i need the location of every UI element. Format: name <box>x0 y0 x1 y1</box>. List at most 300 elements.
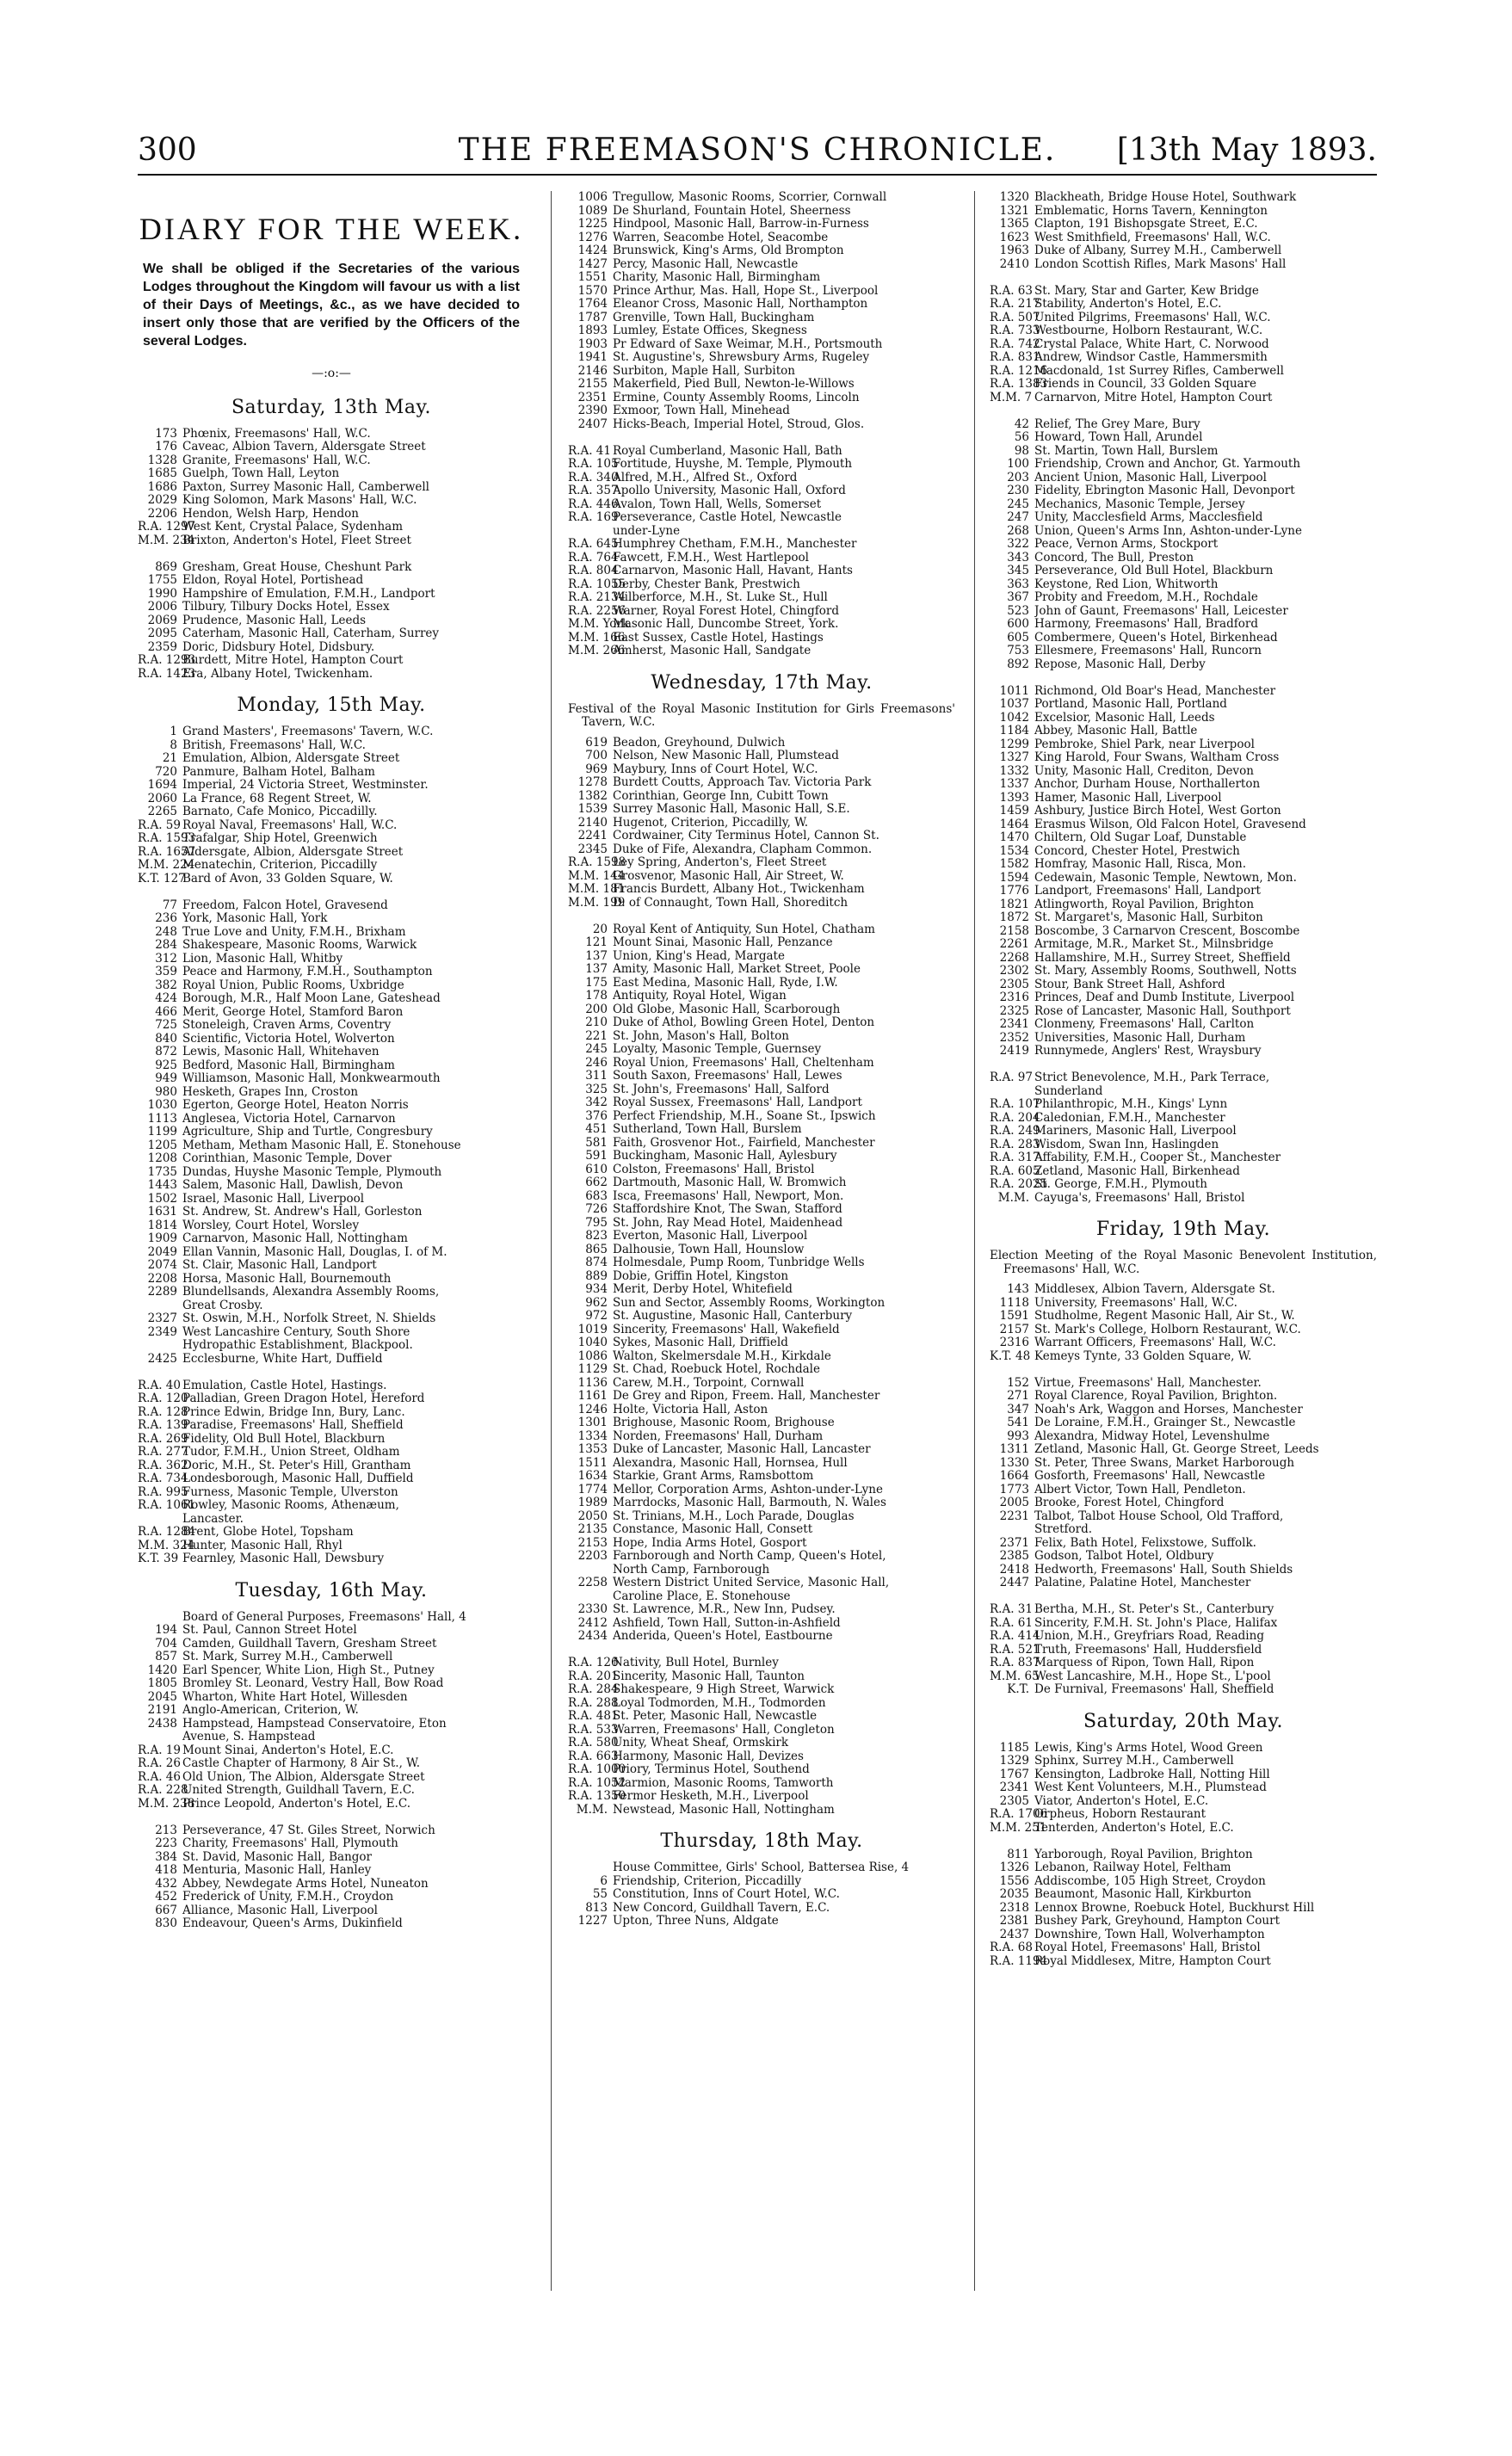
lodge-number: 2418 <box>999 1563 1029 1577</box>
lodge-details: Beaumont, Masonic Hall, Kirkburton <box>1034 1888 1252 1901</box>
lodge-entry <box>990 591 1377 605</box>
lodge-list <box>568 737 955 1817</box>
lodge-details: Warner, Royal Forest Hotel, Chingford <box>613 604 839 618</box>
lodge-entry <box>568 458 955 472</box>
lodge-entry <box>568 1336 955 1350</box>
lodge-details: Dobie, Griffin Hotel, Kingston <box>613 1269 789 1283</box>
lodge-details: Princes, Deaf and Dumb Institute, Liverpool <box>1034 991 1295 1004</box>
lodge-number: 1321 <box>999 204 1029 218</box>
lodge-number: 6 <box>600 1874 608 1888</box>
lodge-entry <box>990 1390 1377 1404</box>
lodge-details: St. David, Masonic Hall, Bangor <box>182 1850 373 1864</box>
lodge-details: Palladian, Green Dragon Hotel, Hereford <box>182 1392 425 1405</box>
lodge-entry <box>990 685 1377 699</box>
lodge-details: Royal Middlesex, Mitre, Hampton Court <box>1034 1954 1271 1968</box>
lodge-entry <box>568 1710 955 1724</box>
lodge-number: 2203 <box>577 1550 608 1563</box>
lodge-number: 874 <box>585 1256 608 1269</box>
lodge-entry <box>990 351 1377 365</box>
lodge-entry <box>138 1757 525 1771</box>
lodge-number: 121 <box>585 936 608 949</box>
lodge-number: 2316 <box>999 991 1029 1004</box>
lodge-number: R.A. 288 <box>568 1696 619 1710</box>
lodge-details: St. John, Ray Mead Hotel, Maidenhead <box>613 1216 843 1230</box>
lodge-number: 667 <box>155 1904 177 1917</box>
lodge-number: 322 <box>1007 538 1029 551</box>
lodge-entry <box>990 1577 1377 1590</box>
lodge-entry <box>138 1312 525 1326</box>
lodge-details: Merit, Derby Hotel, Whitefield <box>613 1283 793 1296</box>
lodge-number: M.M. 234 <box>138 534 195 547</box>
lodge-entry <box>138 441 525 454</box>
lodge-details: Albert Victor, Town Hall, Pendleton. <box>1034 1483 1246 1496</box>
lodge-details: Alliance, Masonic Hall, Liverpool <box>182 1904 378 1917</box>
lodge-entry <box>138 1691 525 1705</box>
lodge-details: Royal Sussex, Freemasons' Hall, Landport <box>613 1096 862 1109</box>
lodge-details: under-Lyne <box>613 524 681 538</box>
lodge-number: 2325 <box>999 1004 1029 1018</box>
lodge-entry <box>138 1072 525 1086</box>
lodge-number: M.M. 224 <box>138 859 195 872</box>
lodge-number: R.A. 1293 <box>138 654 196 667</box>
lodge-entry <box>990 1045 1377 1058</box>
lodge-details: Makerfield, Pied Bull, Newton-le-Willows <box>613 378 855 391</box>
lodge-entry <box>990 1523 1377 1537</box>
lodge-number: 2390 <box>577 404 608 417</box>
lodge-entry <box>568 1110 955 1124</box>
lodge-number: 55 <box>592 1888 608 1901</box>
lodge-number: 2049 <box>147 1245 177 1259</box>
lodge-entry <box>138 1326 525 1340</box>
lodge-entry <box>568 591 955 605</box>
lodge-details: Hydropathic Establishment, Blackpool. <box>182 1339 413 1352</box>
lodge-details: Era, Albany Hotel, Twickenham. <box>182 667 373 681</box>
lodge-details: Lion, Masonic Hall, Whitby <box>182 952 343 966</box>
lodge-number: R.A. 283 <box>990 1138 1040 1151</box>
lodge-number: R.A. 605 <box>990 1164 1040 1178</box>
lodge-number: 210 <box>585 1016 608 1029</box>
lodge-details: Duke of Athol, Bowling Green Hotel, Denton <box>613 1016 875 1029</box>
lodge-entry <box>138 1406 525 1420</box>
lodge-entry <box>990 1404 1377 1417</box>
lodge-details: Duke of Albany, Surrey M.H., Camberwell <box>1034 244 1282 257</box>
lodge-entry <box>568 1537 955 1551</box>
lodge-number: R.A. 41 <box>568 444 611 458</box>
lodge-number: R.A. 46 <box>138 1770 181 1784</box>
lodge-entry <box>138 534 525 548</box>
lodge-entry <box>568 605 955 619</box>
lodge-details: Union, King's Head, Margate <box>613 949 785 963</box>
lodge-details: Perseverance, Old Bull Hotel, Blackburn <box>1034 565 1274 577</box>
lodge-entry <box>990 231 1377 245</box>
lodge-details: Macdonald, 1st Surrey Rifles, Camberwell <box>1034 364 1284 378</box>
lodge-entry <box>568 338 955 352</box>
lodge-number: 236 <box>155 912 177 925</box>
lodge-number: M.M. 65 <box>990 1669 1040 1683</box>
lodge-details: Middlesex, Albion Tavern, Aldersgate St. <box>1034 1283 1275 1296</box>
lodge-details: Bertha, M.H., St. Peter's St., Canterbury <box>1034 1603 1274 1616</box>
lodge-number: R.A. 2134 <box>568 591 626 604</box>
lodge-details: Sincerity, F.M.H. St. John's Place, Halifax <box>1034 1616 1278 1630</box>
lodge-entry <box>990 205 1377 219</box>
lodge-entry <box>990 1564 1377 1577</box>
lodge-details: Paradise, Freemasons' Hall, Sheffield <box>182 1419 404 1432</box>
lodge-details: Peace, Vernon Arms, Stockport <box>1034 538 1219 551</box>
lodge-number: 1 <box>170 725 177 738</box>
lodge-entry <box>138 454 525 468</box>
lodge-number: 2289 <box>147 1286 177 1299</box>
lodge-number: R.A. 31 <box>990 1603 1033 1616</box>
lodge-entry <box>990 578 1377 592</box>
lodge-entry <box>138 601 525 614</box>
lodge-entry <box>138 1552 525 1566</box>
lodge-entry <box>568 1043 955 1057</box>
lodge-details: D. of Connaught, Town Hall, Shoreditch <box>613 896 849 910</box>
lodge-entry <box>990 1795 1377 1809</box>
lodge-number: 2438 <box>147 1717 177 1731</box>
lodge-entry <box>568 883 955 897</box>
lodge-entry <box>990 324 1377 338</box>
lodge-details: Amity, Masonic Hall, Market Street, Poole <box>613 963 861 976</box>
lodge-details: Menatechin, Criterion, Piccadilly <box>182 859 378 872</box>
lodge-details: Stretford. <box>1034 1523 1093 1536</box>
lodge-number: 1225 <box>577 218 608 231</box>
lodge-details: Aldersgate, Albion, Aldersgate Street <box>182 845 404 859</box>
lodge-details: Hampstead, Hampstead Conservatoire, Eton <box>182 1717 447 1731</box>
lodge-details: Universities, Masonic Hall, Durham <box>1034 1031 1246 1045</box>
lodge-number: 2268 <box>999 951 1029 965</box>
lodge-entry <box>990 1781 1377 1795</box>
lodge-details: St. Andrew, St. Andrew's Hall, Gorleston <box>182 1206 423 1219</box>
lodge-number: 1301 <box>577 1416 608 1429</box>
lodge-entry <box>568 843 955 857</box>
lodge-entry <box>568 1496 955 1510</box>
lodge-details: Fearnley, Masonic Hall, Dewsbury <box>182 1552 385 1565</box>
lodge-entry <box>990 858 1377 872</box>
lodge-details: Priory, Terminus Hotel, Southend <box>613 1763 810 1776</box>
lodge-entry <box>990 191 1377 205</box>
lodge-number: 175 <box>585 976 608 990</box>
lodge-entry <box>568 897 955 910</box>
lodge-number: 343 <box>1007 551 1029 565</box>
lodge-details: Union, M.H., Greyfriars Road, Reading <box>1034 1630 1264 1643</box>
lodge-details: Yarborough, Royal Pavilion, Brighton <box>1034 1848 1253 1861</box>
lodge-number: 143 <box>1007 1283 1029 1296</box>
lodge-entry <box>138 1433 525 1447</box>
lodge-entry <box>990 965 1377 978</box>
lodge-number: 1893 <box>577 324 608 337</box>
lodge-entry <box>990 1350 1377 1364</box>
lodge-details: Holte, Victoria Hall, Aston <box>613 1403 768 1416</box>
lodge-entry <box>990 645 1377 658</box>
lodge-entry <box>568 618 955 632</box>
lodge-entry <box>138 1917 525 1931</box>
lodge-details: Emulation, Albion, Aldersgate Street <box>182 752 400 765</box>
lodge-details: Beadon, Greyhound, Dulwich <box>613 736 786 750</box>
lodge-number: 2327 <box>147 1312 177 1325</box>
lodge-entry <box>990 1875 1377 1889</box>
lodge-details: Hicks-Beach, Imperial Hotel, Stroud, Glos. <box>613 417 865 431</box>
lodge-details: Endeavour, Queen's Arms, Dukinfield <box>182 1917 403 1930</box>
lodge-number: R.A. 105 <box>568 458 619 471</box>
lodge-details: Royal Cumberland, Masonic Hall, Bath <box>613 444 842 458</box>
lodge-details: Anderida, Queen's Hotel, Eastbourne <box>613 1630 833 1643</box>
lodge-number: 176 <box>155 441 177 454</box>
lodge-entry <box>568 645 955 658</box>
lodge-number: M.M. York <box>568 618 630 631</box>
lodge-details: St. Peter, Masonic Hall, Newcastle <box>613 1710 818 1723</box>
lodge-entry <box>138 1864 525 1878</box>
lodge-entry <box>568 1377 955 1391</box>
lodge-number: 1773 <box>999 1483 1029 1496</box>
lodge-details: Concord, Chester Hotel, Prestwich <box>1034 844 1240 858</box>
lodge-entry <box>990 911 1377 925</box>
lodge-number: 284 <box>155 939 177 952</box>
lodge-number: 1328 <box>147 454 177 467</box>
lodge-details: Carnarvon, Mitre Hotel, Hampton Court <box>1034 391 1273 404</box>
lodge-entry <box>568 1577 955 1590</box>
lodge-details: Abbey, Masonic Hall, Battle <box>1034 725 1198 737</box>
lodge-details: St. Augustine's, Shrewsbury Arms, Rugeley <box>613 351 870 364</box>
lodge-number: R.A. 1194 <box>990 1954 1048 1968</box>
lodge-entry <box>990 525 1377 539</box>
lodge-number: 1764 <box>577 298 608 311</box>
lodge-number: 137 <box>585 963 608 976</box>
lodge-number: R.A. 63 <box>990 284 1033 298</box>
lodge-details: Hendon, Welsh Harp, Hendon <box>182 507 359 521</box>
lodge-entry <box>138 1113 525 1126</box>
lodge-details: Landport, Freemasons' Hall, Landport <box>1034 885 1261 898</box>
lodge-entry <box>990 431 1377 445</box>
lodge-entry <box>138 779 525 793</box>
lodge-details: Hesketh, Grapes Inn, Croston <box>182 1085 359 1099</box>
lodge-entry <box>138 1126 525 1139</box>
lodge-details: Tilbury, Tilbury Docks Hotel, Essex <box>182 601 390 614</box>
lodge-number: 1511 <box>577 1456 608 1470</box>
lodge-entry <box>138 1904 525 1918</box>
lodge-entry <box>568 1243 955 1257</box>
lodge-number: 889 <box>585 1269 608 1283</box>
lodge-entry <box>568 1256 955 1270</box>
lodge-number: R.A. 1657 <box>138 845 196 859</box>
lodge-number: R.A. 317 <box>990 1151 1040 1164</box>
lodge-entry <box>568 923 955 937</box>
lodge-details: Agriculture, Ship and Turtle, Congresbury <box>182 1126 433 1139</box>
lodge-number: 962 <box>585 1296 608 1310</box>
lodge-number: M.M. <box>997 1191 1029 1205</box>
lodge-entry <box>990 1005 1377 1019</box>
lodge-number: 246 <box>585 1056 608 1070</box>
lodge-details: Ley Spring, Anderton's, Fleet Street <box>613 856 827 869</box>
lodge-number: 1089 <box>577 204 608 218</box>
lodge-number: M.M. 181 <box>568 883 626 896</box>
lodge-number: 1591 <box>999 1310 1029 1323</box>
lodge-entry <box>990 1018 1377 1032</box>
lodge-number: 700 <box>585 750 608 762</box>
lodge-entry <box>990 618 1377 632</box>
lodge-number: 1539 <box>577 803 608 816</box>
lodge-entry <box>568 936 955 950</box>
lodge-number: 203 <box>1007 471 1029 484</box>
lodge-number: 1989 <box>577 1496 608 1509</box>
lodge-number: 245 <box>585 1043 608 1056</box>
lodge-number: 1909 <box>147 1232 177 1245</box>
lodge-number: R.A. 1216 <box>990 364 1048 378</box>
lodge-number: 1551 <box>577 271 608 284</box>
lodge-details: St. Clair, Masonic Hall, Landport <box>182 1259 377 1272</box>
lodge-list <box>568 191 955 658</box>
lodge-details: Anglesea, Victoria Hotel, Carnarvon <box>182 1112 396 1126</box>
lodge-entry <box>138 1219 525 1233</box>
lodge-entry <box>568 1683 955 1697</box>
lodge-entry <box>138 1624 525 1638</box>
lodge-number: 221 <box>585 1029 608 1043</box>
lodge-number: R.A. 228 <box>138 1784 188 1797</box>
lodge-details: Great Crosby. <box>182 1299 263 1312</box>
lodge-details: Prince Edwin, Bridge Inn, Bury, Lanc. <box>182 1405 405 1419</box>
lodge-entry <box>568 552 955 565</box>
lodge-entry <box>568 1297 955 1311</box>
entry-gap <box>138 1366 525 1379</box>
lodge-entry <box>990 991 1377 1005</box>
lodge-details: Concord, The Bull, Preston <box>1034 551 1194 565</box>
lodge-details: Derby, Chester Bank, Prestwich <box>613 577 800 591</box>
lodge-number: 363 <box>1007 577 1029 591</box>
lodge-entry <box>138 1206 525 1219</box>
lodge-number: M.M. 144 <box>568 869 626 883</box>
lodge-details: St. Martin, Town Hall, Burslem <box>1034 444 1219 458</box>
lodge-entry <box>568 763 955 777</box>
lodge-entry <box>138 926 525 940</box>
lodge-details: Unity, Wheat Sheaf, Ormskirk <box>613 1737 789 1749</box>
lodge-number: 2231 <box>999 1509 1029 1523</box>
lodge-number: 1735 <box>147 1165 177 1179</box>
lodge-entry <box>138 1099 525 1113</box>
lodge-entry <box>568 498 955 512</box>
lodge-details: St. Paul, Cannon Street Hotel <box>182 1624 357 1637</box>
lodge-details: Unity, Macclesfield Arms, Macclesfield <box>1034 511 1263 524</box>
lodge-number: K.T. <box>1007 1683 1029 1696</box>
lodge-number: 432 <box>155 1877 177 1891</box>
lodge-entry <box>568 632 955 645</box>
lodge-number: 2371 <box>999 1536 1029 1550</box>
lodge-number: 2341 <box>999 1018 1029 1031</box>
lodge-entry <box>990 1670 1377 1684</box>
lodge-number: R.A. 1706 <box>990 1808 1048 1821</box>
lodge-number: 1040 <box>577 1336 608 1349</box>
lodge-details: West Smithfield, Freemasons' Hall, W.C. <box>1034 231 1271 244</box>
lodge-number: 704 <box>155 1637 177 1651</box>
lodge-number: R.A. 1055 <box>568 577 626 591</box>
lodge-list <box>990 1742 1377 1969</box>
lodge-details: Lewis, King's Arms Hotel, Wood Green <box>1034 1741 1263 1755</box>
lodge-details: Atlingworth, Royal Pavilion, Brighton <box>1034 898 1255 911</box>
lodge-details: Norden, Freemasons' Hall, Durham <box>613 1429 824 1443</box>
lodge-entry <box>990 312 1377 325</box>
lodge-details: Philanthropic, M.H., Kings' Lynn <box>1034 1098 1228 1111</box>
lodge-details: Wisdom, Swan Inn, Haslingden <box>1034 1138 1219 1151</box>
lodge-entry <box>990 1283 1377 1297</box>
lodge-entry <box>990 458 1377 472</box>
lodge-entry <box>138 521 525 534</box>
lodge-number: 1963 <box>999 244 1029 257</box>
lodge-details: House Committee, Girls' School, Battersea Rise, 4 <box>613 1861 910 1874</box>
lodge-details: King Solomon, Mark Masons' Hall, W.C. <box>182 494 417 507</box>
lodge-entry <box>568 1176 955 1190</box>
lodge-number: 813 <box>585 1901 608 1915</box>
lodge-details: Nativity, Bull Hotel, Burnley <box>613 1657 779 1669</box>
lodge-details: Bushey Park, Greyhound, Hampton Court <box>1034 1915 1281 1928</box>
lodge-number: R.A. 126 <box>568 1657 619 1669</box>
lodge-number: 452 <box>155 1891 177 1904</box>
lodge-details: Prince Leopold, Anderton's Hotel, E.C. <box>182 1797 410 1811</box>
lodge-details: Fidelity, Ebrington Masonic Hall, Devonport <box>1034 484 1295 497</box>
lodge-number: 1037 <box>999 698 1029 711</box>
lodge-entry <box>568 990 955 1003</box>
lodge-details: Viator, Anderton's Hotel, E.C. <box>1034 1794 1209 1808</box>
lodge-details: Hallamshire, M.H., Surrey Street, Sheffield <box>1034 951 1291 965</box>
lodge-entry <box>990 378 1377 392</box>
lodge-details: Worsley, Court Hotel, Worsley <box>182 1219 360 1232</box>
lodge-details: Fawcett, F.M.H., West Hartlepool <box>613 551 809 565</box>
lodge-details: St. George, F.M.H., Plymouth <box>1034 1178 1207 1191</box>
lodge-details: Nelson, New Masonic Hall, Plumstead <box>613 750 839 762</box>
lodge-entry <box>990 484 1377 498</box>
lodge-number: 271 <box>1007 1390 1029 1403</box>
lodge-entry <box>990 1742 1377 1756</box>
lodge-entry <box>990 1457 1377 1471</box>
lodge-number: R.A. 68 <box>990 1941 1033 1954</box>
lodge-number: 523 <box>1007 604 1029 618</box>
lodge-details: Armitage, M.R., Market St., Milnsbridge <box>1034 938 1274 951</box>
lodge-details: Union, Queen's Arms Inn, Ashton-under-Lyne <box>1034 524 1302 538</box>
lodge-details: De Loraine, F.M.H., Grainger St., Newcastle <box>1034 1416 1296 1429</box>
lodge-entry <box>568 1283 955 1297</box>
lodge-number: 1459 <box>999 805 1029 818</box>
lodge-details: Orpheus, Hoborn Restaurant <box>1034 1808 1207 1821</box>
lodge-entry <box>138 1019 525 1033</box>
lodge-entry <box>990 712 1377 725</box>
lodge-details: New Concord, Guildhall Tavern, E.C. <box>613 1901 830 1915</box>
lodge-entry <box>990 1071 1377 1085</box>
lodge-entry <box>568 1083 955 1097</box>
lodge-entry <box>990 1125 1377 1139</box>
lodge-details: Dundas, Huyshe Masonic Temple, Plymouth <box>182 1165 442 1179</box>
lodge-number: 21 <box>162 752 177 765</box>
lodge-entry <box>568 817 955 830</box>
entry-gap <box>990 671 1377 685</box>
lodge-details: Board of General Purposes, Freemasons' Hall, 4 <box>182 1610 466 1624</box>
lodge-details: Hope, India Arms Hotel, Gosport <box>613 1536 807 1550</box>
lodge-details: John of Gaunt, Freemasons' Hall, Leicester <box>1034 604 1288 618</box>
lodge-entry <box>990 338 1377 352</box>
lodge-entry <box>138 574 525 588</box>
lodge-number: R.A. 1000 <box>568 1763 626 1776</box>
lodge-details: Howard, Town Hall, Arundel <box>1034 431 1203 444</box>
lodge-entry <box>568 1324 955 1337</box>
lodge-list <box>990 1283 1377 1697</box>
lodge-details: Ancient Union, Masonic Hall, Liverpool <box>1034 471 1267 484</box>
lodge-number: 1755 <box>147 574 177 587</box>
lodge-number: 1941 <box>577 351 608 364</box>
lodge-details: Grosvenor, Masonic Hall, Air Street, W. <box>613 869 844 883</box>
lodge-details: Sunderland <box>1034 1084 1103 1098</box>
lodge-details: Excelsior, Masonic Hall, Leeds <box>1034 711 1215 725</box>
lodge-details: Mechanics, Masonic Temple, Jersey <box>1034 497 1245 511</box>
lodge-entry <box>990 792 1377 805</box>
lodge-number: 1042 <box>999 711 1029 725</box>
lodge-number: R.A. 362 <box>138 1459 188 1472</box>
